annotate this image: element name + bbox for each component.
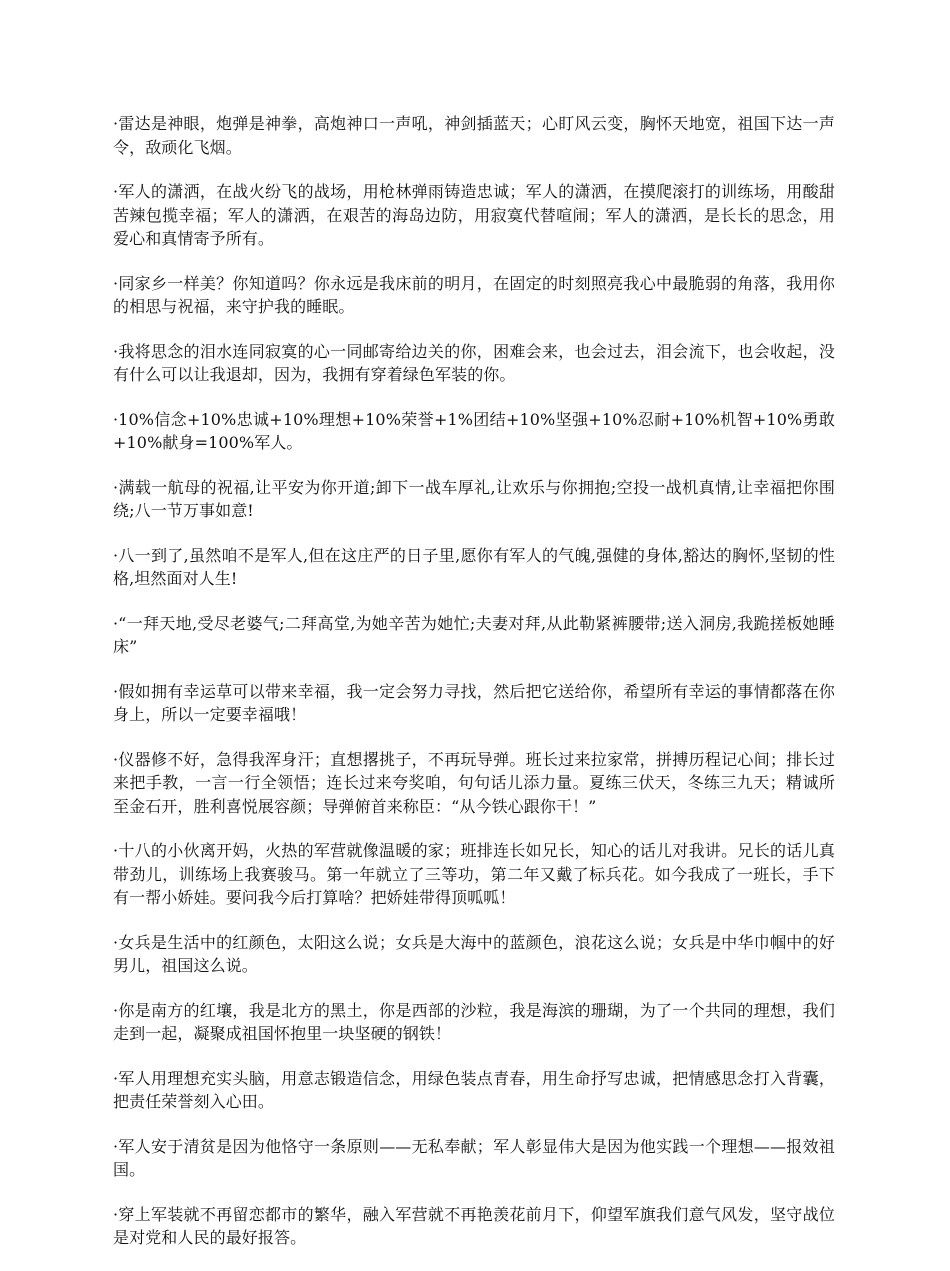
paragraph-5: ·10%信念+10%忠诚+10%理想+10%荣誉+1%团结+10%坚强+10%忍耐+10%机智+10%勇敢+10%献身=100%军人。 <box>113 409 835 452</box>
paragraph-3: ·同家乡一样美？你知道吗？你永远是我床前的明月，在固定的时刻照亮我心中最脆弱的角落，我用你的相思与祝福，来守护我的睡眠。 <box>113 273 835 316</box>
paragraph-11: ·十八的小伙离开妈，火热的军营就像温暖的家；班排连长如兄长，知心的话儿对我讲。兄长的话儿真带劲儿，训练场上我赛骏马。第一年就立了三等功，第二年又戴了标兵花。如今我成了一班长，手下有一帮小娇娃。要问我今后打算啥？把娇娃带得顶呱呱！ <box>113 841 835 907</box>
document-body <box>113 112 835 1271</box>
paragraph-2: ·军人的潇洒，在战火纷飞的战场，用枪林弹雨铸造忠诚；军人的潇洒，在摸爬滚打的训练场，用酸甜苦辣包揽幸福；军人的潇洒，在艰苦的海岛边防，用寂寞代替喧闹；军人的潇洒，是长长的思念，用爱心和真情寄予所有。 <box>113 182 835 248</box>
paragraph-7: ·八一到了,虽然咱不是军人,但在这庄严的日子里,愿你有军人的气魄,强健的身体,豁达的胸怀,坚韧的性格,坦然面对人生! <box>113 545 835 588</box>
paragraph-13: ·你是南方的红壤，我是北方的黑土，你是西部的沙粒，我是海滨的珊瑚，为了一个共同的理想，我们走到一起，凝聚成祖国怀抱里一块坚硬的钢铁！ <box>113 1000 835 1043</box>
paragraph-9: ·假如拥有幸运草可以带来幸福，我一定会努力寻找，然后把它送给你，希望所有幸运的事情都落在你身上，所以一定要幸福哦！ <box>113 681 835 724</box>
paragraph-12: ·女兵是生活中的红颜色，太阳这么说；女兵是大海中的蓝颜色，浪花这么说；女兵是中华巾帼中的好男儿，祖国这么说。 <box>113 932 835 975</box>
paragraph-10: ·仪器修不好，急得我浑身汗；直想撂挑子，不再玩导弹。班长过来拉家常，拼搏历程记心间；排长过来把手教，一言一行全领悟；连长过来夸奖咱，句句话儿添力量。夏练三伏天，冬练三九天；精诚所至金石开，胜利喜悦展容颜；导弹俯首来称臣：“从今铁心跟你干！” <box>113 749 835 816</box>
paragraph-4: ·我将思念的泪水连同寂寞的心一同邮寄给边关的你，困难会来，也会过去，泪会流下，也会收起，没有什么可以让我退却，因为，我拥有穿着绿色军装的你。 <box>113 341 835 384</box>
paragraph-15: ·军人安于清贫是因为他恪守一条原则——无私奉献；军人彰显伟大是因为他实践一个理想——报效祖国。 <box>113 1136 835 1179</box>
paragraph-1: ·雷达是神眼，炮弹是神拳，高炮神口一声吼，神剑插蓝天；心盯风云变，胸怀天地宽，祖国下达一声令，敌顽化飞烟。 <box>113 114 835 157</box>
paragraph-8: ·“一拜天地,受尽老婆气;二拜高堂,为她辛苦为她忙;夫妻对拜,从此勒紧裤腰带;送入洞房,我跪搓板她睡床” <box>113 613 835 656</box>
paragraph-6: ·满载一航母的祝福,让平安为你开道;卸下一战车厚礼,让欢乐与你拥抱;空投一战机真情,让幸福把你围绕;八一节万事如意! <box>113 477 835 520</box>
paragraph-14: ·军人用理想充实头脑，用意志锻造信念，用绿色装点青春，用生命抒写忠诚，把情感思念打入背囊，把责任荣誉刻入心田。 <box>113 1068 835 1111</box>
paragraph-16: ·穿上军装就不再留恋都市的繁华，融入军营就不再艳羡花前月下，仰望军旗我们意气风发，坚守战位是对党和人民的最好报答。 <box>113 1204 835 1247</box>
